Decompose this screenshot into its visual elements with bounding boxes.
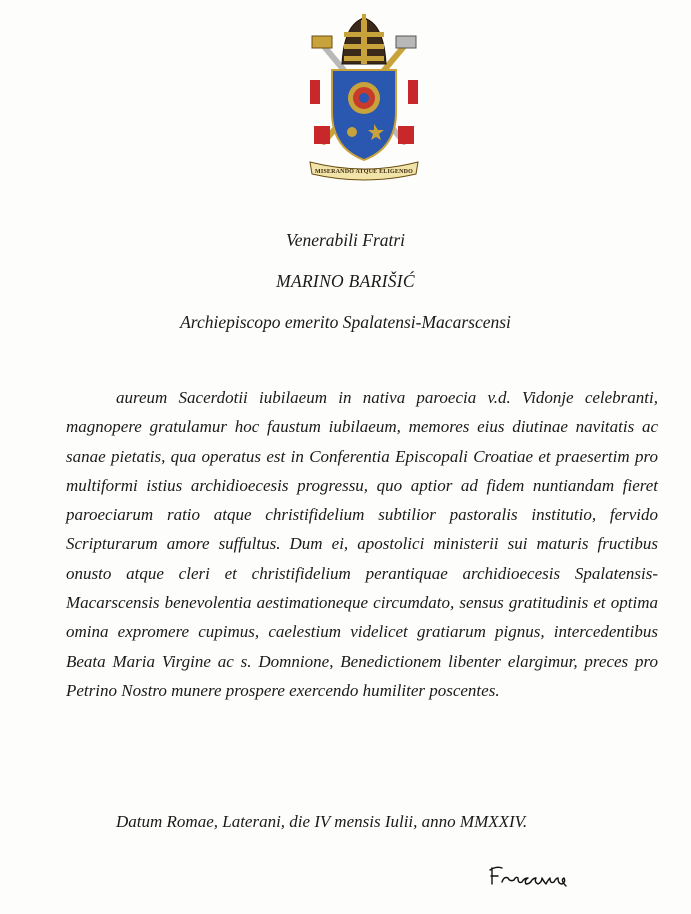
- papal-coat-of-arms: [300, 14, 428, 186]
- recipient-name: MARINO BARIŠIĆ: [276, 271, 415, 291]
- signature: [488, 862, 570, 890]
- signature-handwriting: [488, 862, 570, 890]
- shield-icon: [332, 70, 396, 160]
- recipient-title: Archiepiscopo emerito Spalatensi-Macarscensi: [180, 312, 511, 332]
- salutation: Venerabili Fratri: [285, 230, 406, 250]
- letter-body: aureum Sacerdotii iubilaeum in nativa paroecia v.d. Vidonje celebranti, magnopere gratulamur hoc faustum iubilaeum, memores eius diutinae navitatis ac sanae pietatis, qua operatus est in Conferentia Episcopali Croatiae et praesertim pro multiformi istius archidioecesis progressu, quo aptior ad fidem nuntiandam fieret paroeciarum ratio atque christifidelium subtilior pastoralis institutio, fervido Scripturarum amore suffultus. Dum ei, apostolici ministerii sui maturis fructibus onusto atque cleri et christifidelium perantiquae archidioecesis Spalatensis-Macarscensis benevolentia aestimationeque circumdato, sensus gratitudinis et optima omina expromere cupimus, caelestium videlicet gratiarum pignus, intercedentibus Beata Maria Virgine ac s. Domnione, Benedictionem libenter elargimur, preces pro Petrino Nostro munere prospere exercendo humiliter poscentes.: [66, 388, 658, 700]
- motto-text: MISERANDO ATQUE ELIGENDO: [314, 169, 414, 175]
- motto-scroll: [310, 162, 418, 180]
- mitre-icon: [342, 14, 386, 64]
- dating-line: Datum Romae, Laterani, die IV mensis Iulii, anno MMXXIV.: [116, 812, 528, 831]
